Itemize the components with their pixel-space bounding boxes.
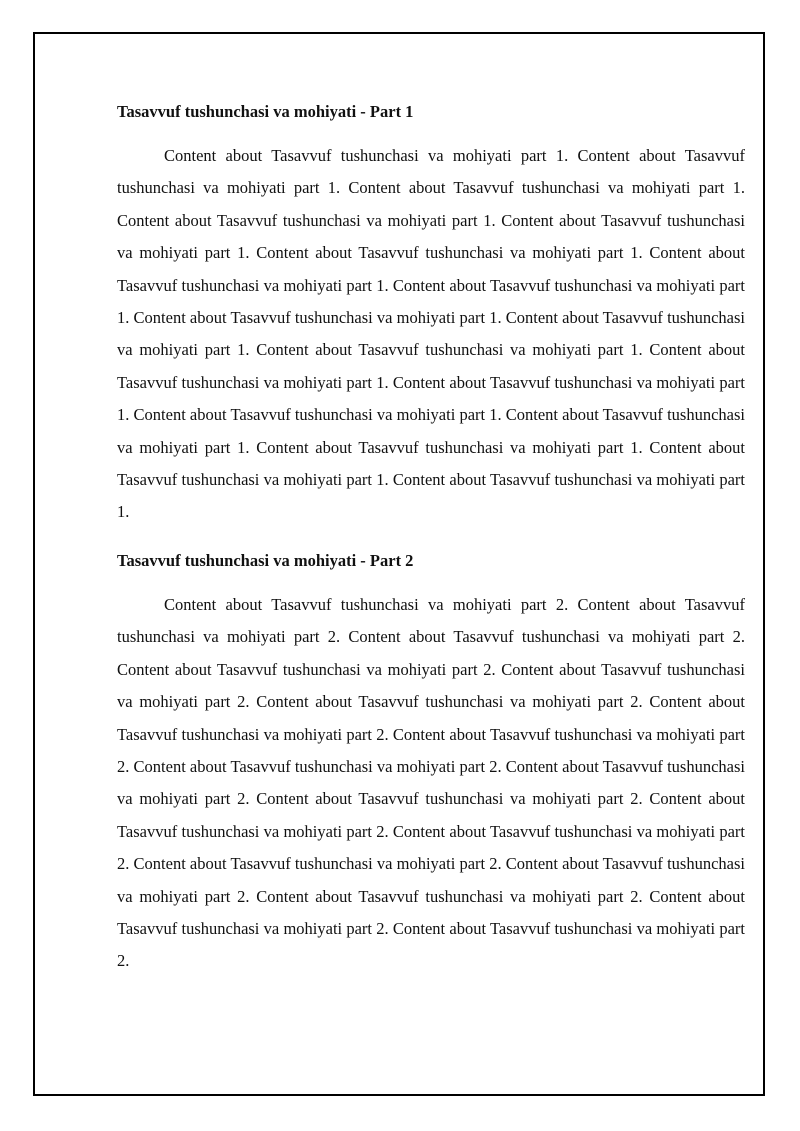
document-content <box>117 100 745 998</box>
section-body-part-2: Content about Tasavvuf tushunchasi va mohiyati part 2. Content about Tasavvuf tushunchasi va mohiyati part 2. Content about Tasavvuf tushunchasi va mohiyati part 2. Content about Tasavvuf tushunchasi va mohiyati part 2. Content about Tasavvuf tushunchasi va mohiyati part 2. Content about Tasavvuf tushunchasi va mohiyati part 2. Content about Tasavvuf tushunchasi va mohiyati part 2. Content about Tasavvuf tushunchasi va mohiyati part 2. Content about Tasavvuf tushunchasi va mohiyati part 2. Content about Tasavvuf tushunchasi va mohiyati part 2. Content about Tasavvuf tushunchasi va mohiyati part 2. Content about Tasavvuf tushunchasi va mohiyati part 2. Content about Tasavvuf tushunchasi va mohiyati part 2. Content about Tasavvuf tushunchasi va mohiyati part 2. Content about Tasavvuf tushunchasi va mohiyati part 2. Content about Tasavvuf tushunchasi va mohiyati part 2. Content about Tasavvuf tushunchasi va mohiyati part 2. Content about Tasavvuf tushunchasi va mohiyati part 2. <box>117 594 745 971</box>
section-body-part-1: Content about Tasavvuf tushunchasi va mohiyati part 1. Content about Tasavvuf tushunchasi va mohiyati part 1. Content about Tasavvuf tushunchasi va mohiyati part 1. Content about Tasavvuf tushunchasi va mohiyati part 1. Content about Tasavvuf tushunchasi va mohiyati part 1. Content about Tasavvuf tushunchasi va mohiyati part 1. Content about Tasavvuf tushunchasi va mohiyati part 1. Content about Tasavvuf tushunchasi va mohiyati part 1. Content about Tasavvuf tushunchasi va mohiyati part 1. Content about Tasavvuf tushunchasi va mohiyati part 1. Content about Tasavvuf tushunchasi va mohiyati part 1. Content about Tasavvuf tushunchasi va mohiyati part 1. Content about Tasavvuf tushunchasi va mohiyati part 1. Content about Tasavvuf tushunchasi va mohiyati part 1. Content about Tasavvuf tushunchasi va mohiyati part 1. Content about Tasavvuf tushunchasi va mohiyati part 1. Content about Tasavvuf tushunchasi va mohiyati part 1. Content about Tasavvuf tushunchasi va mohiyati part 1. <box>117 146 745 522</box>
page-frame <box>33 32 765 1096</box>
section-heading-part-2: Tasavvuf tushunchasi va mohiyati - Part 2 <box>117 550 414 570</box>
section-heading-part-1: Tasavvuf tushunchasi va mohiyati - Part 1 <box>117 102 414 121</box>
